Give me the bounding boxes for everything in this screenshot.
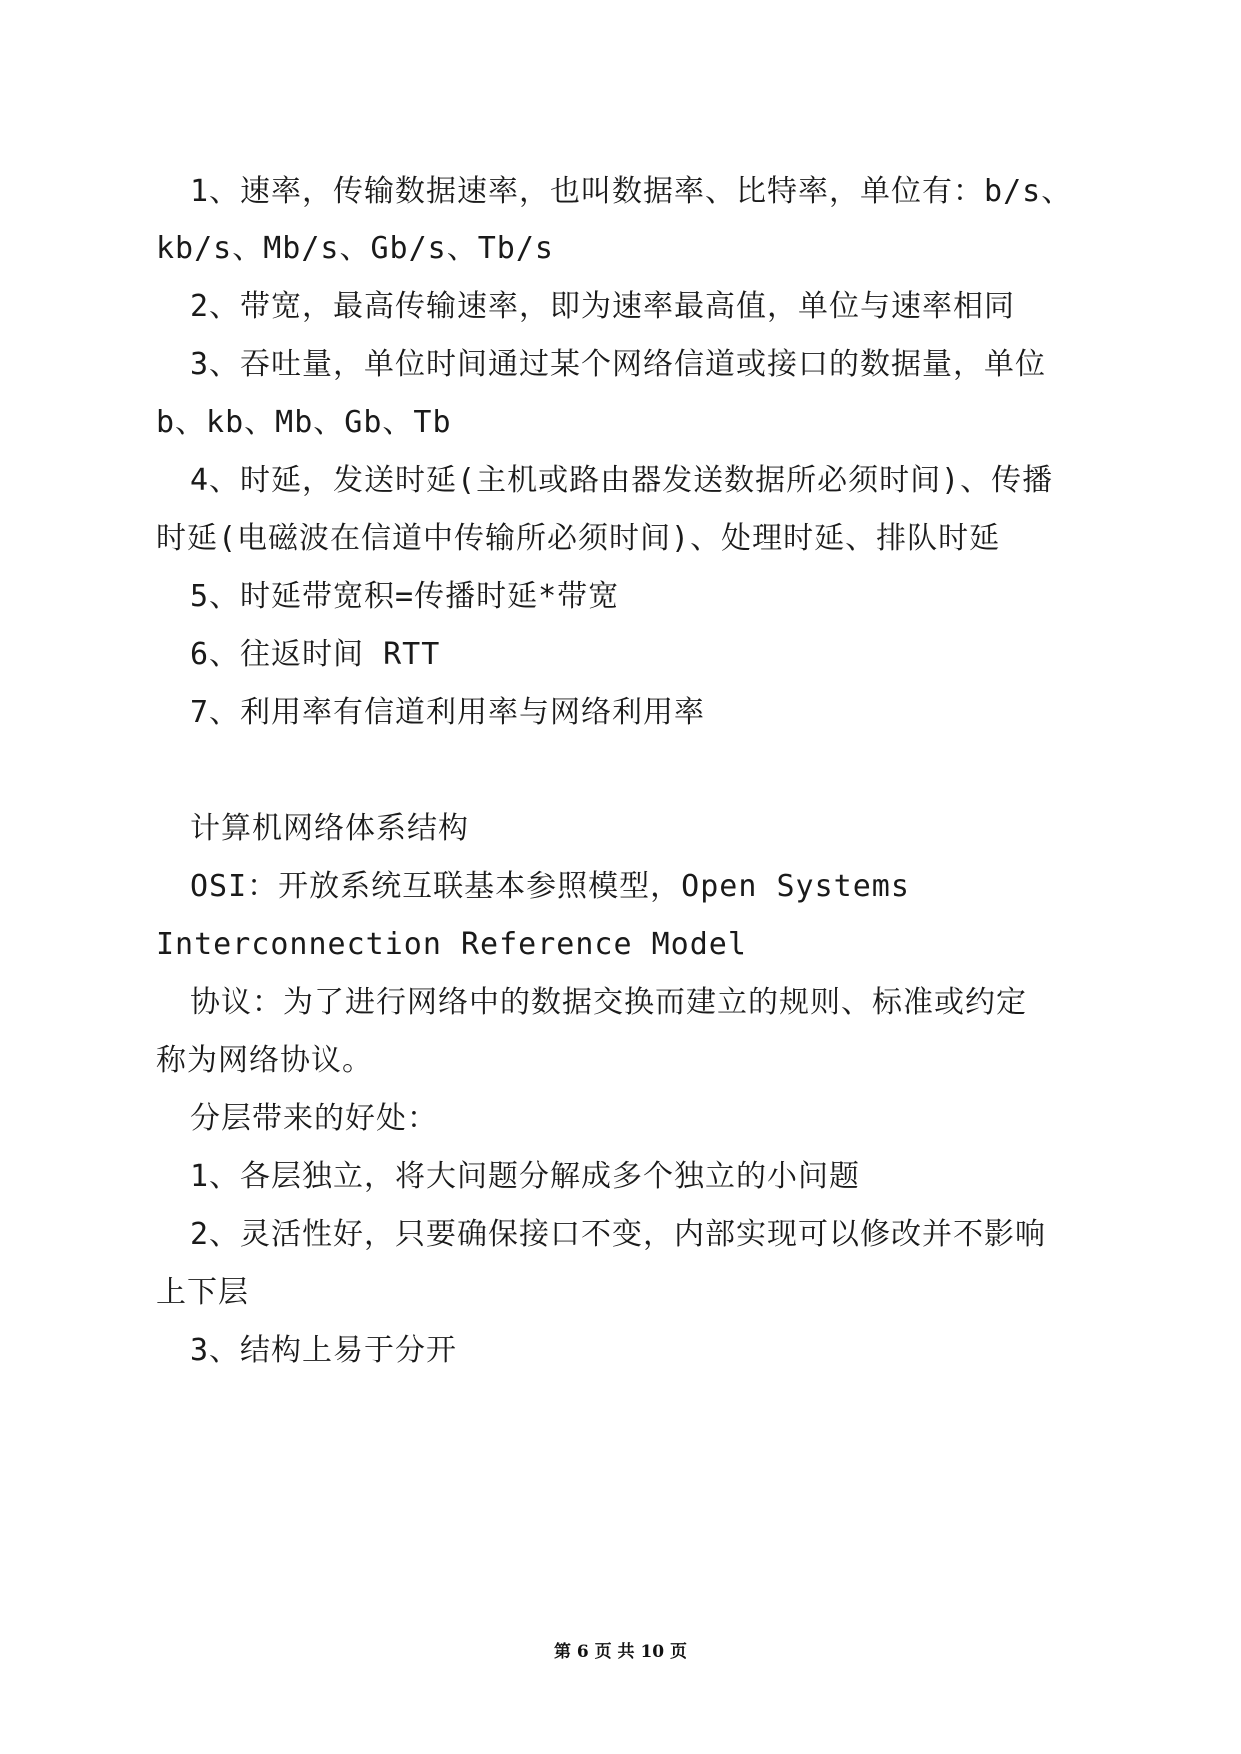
- text-line: 称为网络协议。: [156, 1043, 373, 1078]
- text-line: 时延(电磁波在信道中传输所必须时间)、处理时延、排队时延: [156, 521, 1001, 556]
- text-line: 6、往返时间 RTT: [190, 637, 441, 672]
- text-line: 7、利用率有信道利用率与网络利用率: [190, 695, 706, 730]
- page-number: 第 6 页 共 10 页: [553, 1642, 688, 1662]
- text-line: 3、结构上易于分开: [190, 1333, 458, 1368]
- text-line: kb/s、Mb/s、Gb/s、Tb/s: [156, 231, 554, 266]
- section-heading: 计算机网络体系结构: [190, 811, 469, 846]
- text-line: 2、带宽，最高传输速率，即为速率最高值，单位与速率相同: [190, 289, 1016, 324]
- text-line: Interconnection Reference Model: [156, 927, 747, 962]
- text-line: 分层带来的好处：: [190, 1101, 438, 1136]
- text-line: 上下层: [156, 1275, 249, 1310]
- text-line: 1、速率，传输数据速率，也叫数据率、比特率，单位有：b/s、: [190, 174, 1073, 209]
- text-line: b、kb、Mb、Gb、Tb: [156, 405, 452, 440]
- text-line: 3、吞吐量，单位时间通过某个网络信道或接口的数据量，单位: [190, 347, 1047, 382]
- text-line: 1、各层独立，将大问题分解成多个独立的小问题: [190, 1159, 861, 1194]
- text-line: 2、灵活性好，只要确保接口不变，内部实现可以修改并不影响: [190, 1217, 1047, 1252]
- text-line: OSI：开放系统互联基本参照模型，Open Systems: [190, 869, 910, 904]
- text-line: 5、时延带宽积=传播时延*带宽: [190, 579, 620, 614]
- text-line: 协议：为了进行网络中的数据交换而建立的规则、标准或约定: [190, 985, 1027, 1020]
- text-line: 4、时延，发送时延(主机或路由器发送数据所必须时间)、传播: [190, 463, 1054, 498]
